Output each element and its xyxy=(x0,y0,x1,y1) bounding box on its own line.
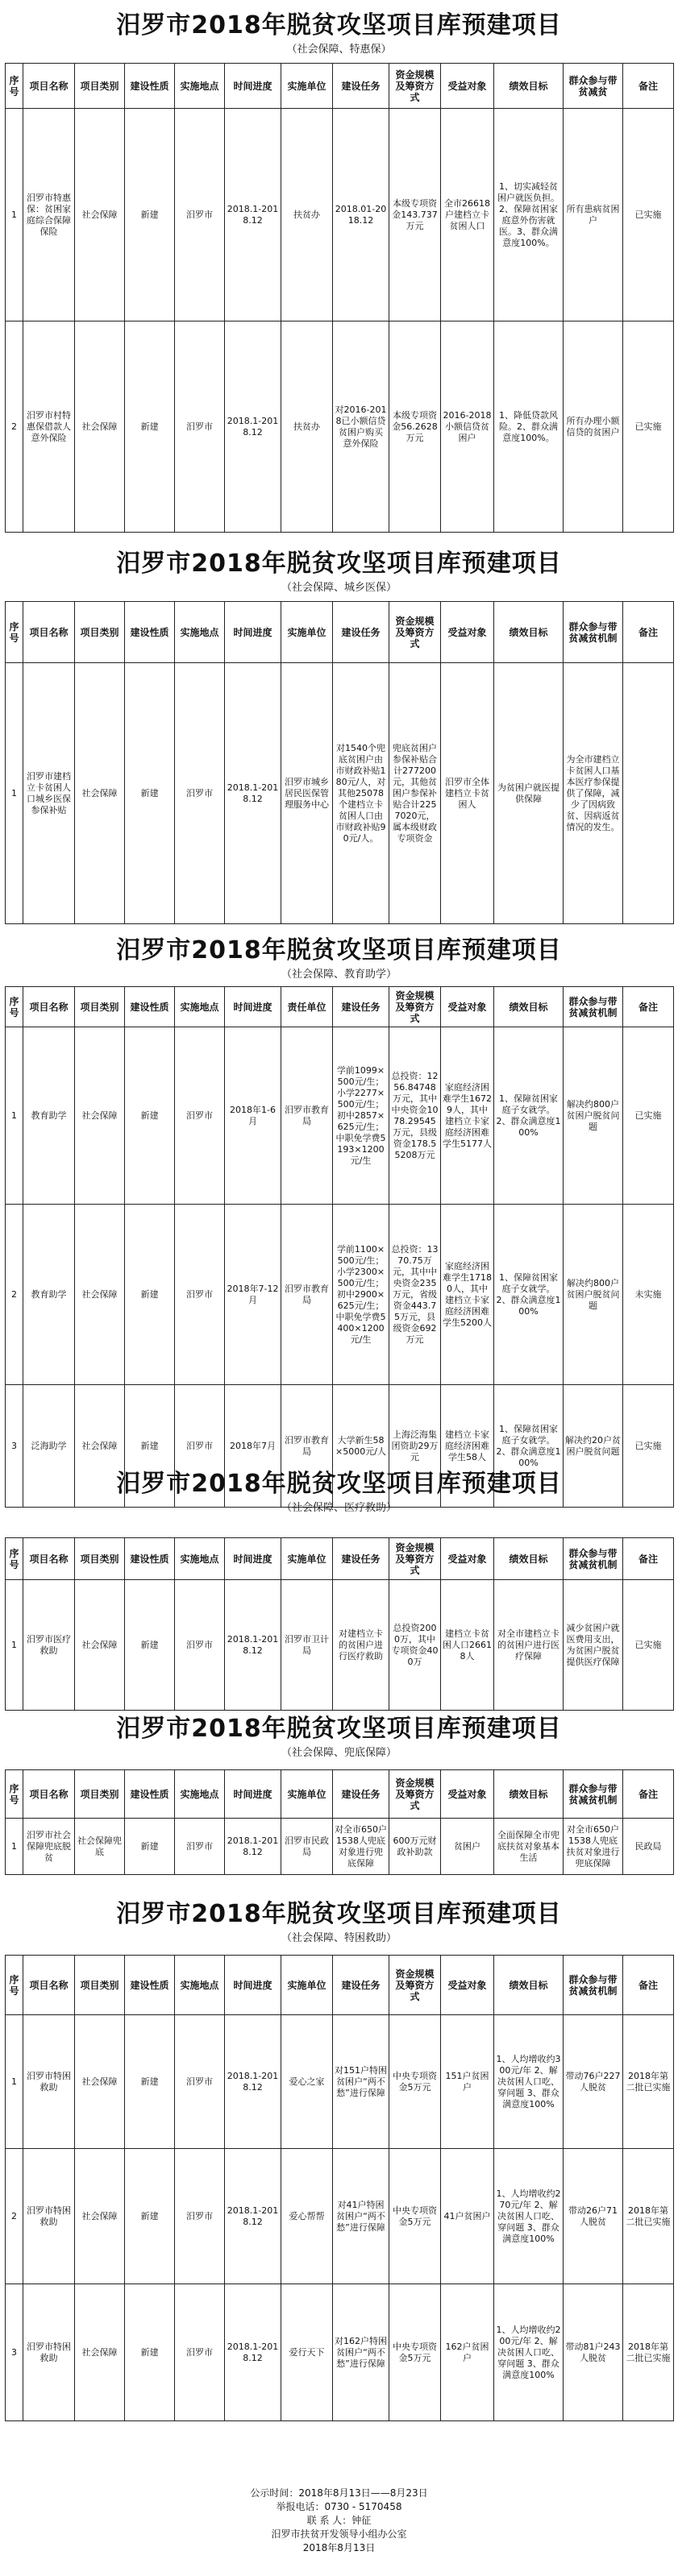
table-cell: 家庭经济困难学生16729人，其中建档立卡家庭经济困难学生5177人 xyxy=(441,1027,494,1205)
header-cell: 绩效目标 xyxy=(494,64,564,109)
section-bottom-line-guarantee xyxy=(0,1713,678,1761)
table-cell: 600万元财政补助款 xyxy=(389,1819,441,1875)
table-cell: 1、保障贫困家庭子女就学。2、群众满意度100% xyxy=(494,1385,564,1508)
table-cell: 本级专项资金56.2628万元 xyxy=(389,321,441,533)
table-cell: 解决约20户贫困户脱贫问题 xyxy=(564,1385,623,1508)
table-cell: 2018年第二批已实施 xyxy=(623,2149,674,2284)
table-cell: 1、保障贫困家庭子女就学。2、群众满意度100% xyxy=(494,1205,564,1385)
table-cell: 新建 xyxy=(125,1385,175,1508)
table-cell: 教育助学 xyxy=(23,1027,75,1205)
table-cell: 为贫困户就医提供保障 xyxy=(494,663,564,924)
section-title: 汨罗市2018年脱贫攻坚项目库预建项目 xyxy=(116,11,562,39)
table-cell: 汨罗市 xyxy=(175,1819,225,1875)
table-cell: 1、人均增收约270元/年 2、解决贫困人口吃、穿问题 3、群众满意度100% xyxy=(494,2149,564,2284)
table-cell: 对151户特困贫困户“两不愁”进行保障 xyxy=(333,2015,389,2149)
header-cell: 建设性质 xyxy=(125,602,175,663)
table-cell: 爱行天下 xyxy=(281,2284,333,2421)
header-cell: 绩效目标 xyxy=(494,1770,564,1819)
table-cell: 2018.1-2018.12 xyxy=(225,1819,281,1875)
table-cell: 2 xyxy=(6,2149,23,2284)
header-cell: 受益对象 xyxy=(441,1770,494,1819)
table-cell: 爱心帮帮 xyxy=(281,2149,333,2284)
table-cell: 汨罗市教育局 xyxy=(281,1385,333,1508)
header-cell: 受益对象 xyxy=(441,987,494,1027)
header-cell: 资金规模及筹资方式 xyxy=(389,64,441,109)
header-cell: 实施地点 xyxy=(175,1956,225,2015)
table-cell: 汨罗市 xyxy=(175,2284,225,2421)
table-cell: 学前1100×500元/生；小学2300×500元/生；初中2900×625元/生；中职免学费5400×1200元/生 xyxy=(333,1205,389,1385)
header-cell: 建设性质 xyxy=(125,64,175,109)
header-cell: 资金规模及筹资方式 xyxy=(389,987,441,1027)
table-cell: 新建 xyxy=(125,109,175,321)
table-cell: 总投资：1256.84748万元，其中中央资金1078.29545万元，县级资金178.55208万元 xyxy=(389,1027,441,1205)
header-cell: 备注 xyxy=(623,1770,674,1819)
header-cell: 实施单位 xyxy=(281,1538,333,1580)
header-cell: 实施单位 xyxy=(281,1770,333,1819)
table-cell: 社会保障 xyxy=(75,1027,125,1205)
table-cell: 兜底贫困户参保补贴合计277200元，其他贫困户参保补贴合计2257020元，属本级财政专项资金 xyxy=(389,663,441,924)
table-cell: 带动76户227人脱贫 xyxy=(564,2015,623,2149)
table-cell: 扶贫办 xyxy=(281,321,333,533)
header-cell: 受益对象 xyxy=(441,64,494,109)
table-cell: 社会保障 xyxy=(75,1385,125,1508)
table-row xyxy=(6,321,674,533)
table-cell: 1 xyxy=(6,109,23,321)
table-header-row xyxy=(6,1538,674,1580)
table-cell: 1、保障贫困家庭子女就学。2、群众满意度100% xyxy=(494,1027,564,1205)
section-medical-aid xyxy=(0,1468,678,1516)
section-subtitle: （社会保障、特惠保） xyxy=(286,44,392,56)
header-cell: 群众参与带贫减贫机制 xyxy=(564,987,623,1027)
table-cell: 社会保障 xyxy=(75,1580,125,1711)
header-cell: 受益对象 xyxy=(441,1956,494,2015)
table-cell xyxy=(623,663,674,924)
table-cell: 社会保障 xyxy=(75,2015,125,2149)
header-cell: 建设性质 xyxy=(125,1538,175,1580)
table-cell: 2018年1-6月 xyxy=(225,1027,281,1205)
table-row xyxy=(6,1205,674,1385)
table-cell: 汨罗市 xyxy=(175,2149,225,2284)
section-subtitle: （社会保障、城乡医保） xyxy=(281,582,397,594)
header-cell: 实施地点 xyxy=(175,64,225,109)
header-cell: 时间进度 xyxy=(225,1956,281,2015)
project-table xyxy=(5,1769,674,1875)
header-cell: 备注 xyxy=(623,64,674,109)
section-title: 汨罗市2018年脱贫攻坚项目库预建项目 xyxy=(116,936,562,964)
publicity-period: 公示时间：2018年8月13日——8月23日 xyxy=(250,2487,428,2499)
header-cell: 项目名称 xyxy=(23,64,75,109)
table-cell: 所有办理小额信贷的贫困户 xyxy=(564,321,623,533)
issue-date: 2018年8月13日 xyxy=(302,2542,376,2553)
table-cell: 社会保障 xyxy=(75,321,125,533)
header-cell: 备注 xyxy=(623,1956,674,2015)
table-cell: 社会保障兜底 xyxy=(75,1819,125,1875)
table-cell: 2018年7月 xyxy=(225,1385,281,1508)
table-cell: 未实施 xyxy=(623,1205,674,1385)
project-table xyxy=(5,986,674,1508)
section-title: 汨罗市2018年脱贫攻坚项目库预建项目 xyxy=(116,550,562,578)
header-cell: 建设任务 xyxy=(333,1956,389,2015)
header-cell: 备注 xyxy=(623,987,674,1027)
header-cell: 建设任务 xyxy=(333,602,389,663)
table-cell: 对建档立卡的贫困户进行医疗救助 xyxy=(333,1580,389,1711)
table-cell: 汨罗市特困救助 xyxy=(23,2015,75,2149)
header-cell: 序号 xyxy=(6,1770,23,1819)
table-cell: 3 xyxy=(6,1385,23,1508)
table-row xyxy=(6,2015,674,2149)
section-subtitle: （社会保障、医疗救助） xyxy=(281,1502,397,1514)
header-cell: 建设性质 xyxy=(125,987,175,1027)
header-cell: 项目名称 xyxy=(23,1538,75,1580)
table-cell: 新建 xyxy=(125,1027,175,1205)
section-title: 汨罗市2018年脱贫攻坚项目库预建项目 xyxy=(116,1470,562,1498)
header-cell: 群众参与带贫减贫机制 xyxy=(564,1538,623,1580)
table-cell: 2018.1-2018.12 xyxy=(225,663,281,924)
table-cell: 总投资：1370.75万元，其中中央资金235万元，省级资金443.75万元，县级资金692万元 xyxy=(389,1205,441,1385)
table-header-row xyxy=(6,64,674,109)
table-cell: 社会保障 xyxy=(75,109,125,321)
table-header-row xyxy=(6,1770,674,1819)
header-cell: 群众参与带贫减贫机制 xyxy=(564,602,623,663)
header-cell: 建设性质 xyxy=(125,1956,175,2015)
header-cell: 项目名称 xyxy=(23,1956,75,2015)
table-cell: 社会保障 xyxy=(75,2284,125,2421)
table-row xyxy=(6,2284,674,2421)
table-cell: 已实施 xyxy=(623,109,674,321)
table-row xyxy=(6,663,674,924)
header-cell: 序号 xyxy=(6,64,23,109)
section-education-aid xyxy=(0,935,678,983)
header-cell: 项目名称 xyxy=(23,602,75,663)
report-phone: 举报电话：0730 - 5170458 xyxy=(276,2501,402,2512)
table-cell: 家庭经济困难学生17180人，其中建档立卡家庭经济困难学生5200人 xyxy=(441,1205,494,1385)
header-cell: 项目类别 xyxy=(75,602,125,663)
table-cell: 汨罗市 xyxy=(175,321,225,533)
table-cell: 汨罗市医疗救助 xyxy=(23,1580,75,1711)
table-cell: 1、切实减轻贫困户就医负担。2、保障贫困家庭意外伤害就医。3、群众满意度100%。 xyxy=(494,109,564,321)
table-row xyxy=(6,109,674,321)
table-cell: 汨罗市 xyxy=(175,109,225,321)
table-cell: 建档立卡家庭经济困难学生58人 xyxy=(441,1385,494,1508)
table-cell: 2018年第二批已实施 xyxy=(623,2015,674,2149)
table-cell: 对全市建档立卡的贫困户进行医疗保障 xyxy=(494,1580,564,1711)
table-cell: 2018.1-2018.12 xyxy=(225,109,281,321)
issuing-office: 汨罗市扶贫开发领导小组办公室 xyxy=(271,2528,407,2540)
table-header-row xyxy=(6,602,674,663)
table-cell: 本级专项资金143.737万元 xyxy=(389,109,441,321)
section-subtitle: （社会保障、兜底保障） xyxy=(281,1747,397,1759)
table-cell: 1 xyxy=(6,663,23,924)
table-cell: 2018.01-2018.12 xyxy=(333,109,389,321)
table-cell: 1 xyxy=(6,2015,23,2149)
table-cell: 社会保障 xyxy=(75,1205,125,1385)
table-cell: 汨罗市全体建档立卡贫困人 xyxy=(441,663,494,924)
table-cell: 1 xyxy=(6,1580,23,1711)
header-cell: 时间进度 xyxy=(225,1538,281,1580)
table-cell: 贫困户 xyxy=(441,1819,494,1875)
table-cell: 41户贫困户 xyxy=(441,2149,494,2284)
project-table xyxy=(5,601,674,924)
table-cell: 新建 xyxy=(125,2015,175,2149)
table-cell: 所有患病贫困户 xyxy=(564,109,623,321)
header-cell: 资金规模及筹资方式 xyxy=(389,602,441,663)
table-cell: 新建 xyxy=(125,2284,175,2421)
table-header-row xyxy=(6,987,674,1027)
table-cell: 3 xyxy=(6,2284,23,2421)
table-cell: 对1540个兜底贫困户由市财政补贴180元/人，对其他25078个建档立卡贫困人口由市财政补贴90元/人。 xyxy=(333,663,389,924)
header-cell: 资金规模及筹资方式 xyxy=(389,1538,441,1580)
header-cell: 实施地点 xyxy=(175,1770,225,1819)
table-cell: 汨罗市 xyxy=(175,2015,225,2149)
table-cell: 汨罗市教育局 xyxy=(281,1027,333,1205)
table-cell: 已实施 xyxy=(623,1385,674,1508)
table-cell: 新建 xyxy=(125,1580,175,1711)
header-cell: 备注 xyxy=(623,602,674,663)
header-cell: 时间进度 xyxy=(225,64,281,109)
table-cell: 162户贫困户 xyxy=(441,2284,494,2421)
header-cell: 项目名称 xyxy=(23,987,75,1027)
section-title: 汨罗市2018年脱贫攻坚项目库预建项目 xyxy=(116,1715,562,1743)
table-cell: 对全市650户1538人兜底扶贫对象进行兜底保障 xyxy=(564,1819,623,1875)
table-cell: 2018.1-2018.12 xyxy=(225,2284,281,2421)
table-cell: 教育助学 xyxy=(23,1205,75,1385)
table-cell: 全市26618户建档立卡贫困人口 xyxy=(441,109,494,321)
table-cell: 1 xyxy=(6,1027,23,1205)
table-cell: 民政局 xyxy=(623,1819,674,1875)
table-cell: 2016-2018小额信贷贫困户 xyxy=(441,321,494,533)
table-cell: 全面保障全市兜底扶贫对象基本生活 xyxy=(494,1819,564,1875)
header-cell: 建设任务 xyxy=(333,1770,389,1819)
table-row xyxy=(6,1027,674,1205)
header-cell: 责任单位 xyxy=(281,987,333,1027)
header-cell: 资金规模及筹资方式 xyxy=(389,1956,441,2015)
header-cell: 建设任务 xyxy=(333,987,389,1027)
header-cell: 时间进度 xyxy=(225,1770,281,1819)
table-cell: 中央专项资金5万元 xyxy=(389,2149,441,2284)
project-table xyxy=(5,63,674,533)
table-cell: 汨罗市 xyxy=(175,663,225,924)
table-cell: 学前1099×500元/生；小学2277×500元/生；初中2857×625元/生；中职免学费5193×1200元/生 xyxy=(333,1027,389,1205)
table-cell: 汨罗市建档立卡贫困人口城乡医保参保补贴 xyxy=(23,663,75,924)
table-header-row xyxy=(6,1956,674,2015)
header-cell: 实施单位 xyxy=(281,1956,333,2015)
header-cell: 项目名称 xyxy=(23,1770,75,1819)
table-row xyxy=(6,1819,674,1875)
table-cell: 2018年第二批已实施 xyxy=(623,2284,674,2421)
section-special-hardship-aid xyxy=(0,1898,678,1947)
header-cell: 备注 xyxy=(623,1538,674,1580)
table-cell: 中央专项资金5万元 xyxy=(389,2015,441,2149)
table-cell: 新建 xyxy=(125,1205,175,1385)
table-cell: 扶贫办 xyxy=(281,109,333,321)
table-cell: 新建 xyxy=(125,1819,175,1875)
table-cell: 新建 xyxy=(125,663,175,924)
header-cell: 建设性质 xyxy=(125,1770,175,1819)
header-cell: 绩效目标 xyxy=(494,1956,564,2015)
header-cell: 实施地点 xyxy=(175,987,225,1027)
table-cell: 2018.1-2018.12 xyxy=(225,1580,281,1711)
table-cell: 减少贫困户就医费用支出，为贫困户脱贫提供医疗保障 xyxy=(564,1580,623,1711)
header-cell: 项目类别 xyxy=(75,1770,125,1819)
table-cell: 上海泛海集团资助29万元 xyxy=(389,1385,441,1508)
table-cell: 中央专项资金5万元 xyxy=(389,2284,441,2421)
header-cell: 项目类别 xyxy=(75,987,125,1027)
project-table xyxy=(5,1955,674,2421)
header-cell: 群众参与带贫减贫机制 xyxy=(564,1770,623,1819)
table-cell: 对41户特困贫困户“两不愁”进行保障 xyxy=(333,2149,389,2284)
table-cell: 总投资2000万，其中专项资金400万 xyxy=(389,1580,441,1711)
table-cell: 新建 xyxy=(125,321,175,533)
table-cell: 汨罗市特惠保：贫困家庭综合保障保险 xyxy=(23,109,75,321)
table-cell: 带动26户71人脱贫 xyxy=(564,2149,623,2284)
header-cell: 绩效目标 xyxy=(494,1538,564,1580)
table-cell: 1、降低贷款风险。2、群众满意度100%。 xyxy=(494,321,564,533)
table-cell: 2 xyxy=(6,1205,23,1385)
header-cell: 序号 xyxy=(6,987,23,1027)
header-cell: 序号 xyxy=(6,1956,23,2015)
table-cell: 社会保障 xyxy=(75,663,125,924)
table-cell: 社会保障 xyxy=(75,2149,125,2284)
table-cell: 汨罗市民政局 xyxy=(281,1819,333,1875)
table-cell: 对全市650户1538人兜底对象进行兜底保障 xyxy=(333,1819,389,1875)
header-cell: 群众参与带贫减贫机制 xyxy=(564,1956,623,2015)
table-cell: 汨罗市社会保障兜底脱贫 xyxy=(23,1819,75,1875)
header-cell: 绩效目标 xyxy=(494,987,564,1027)
notice-footer xyxy=(0,2487,678,2555)
table-cell: 已实施 xyxy=(623,321,674,533)
table-cell: 泛海助学 xyxy=(23,1385,75,1508)
header-cell: 实施地点 xyxy=(175,602,225,663)
table-row xyxy=(6,2149,674,2284)
table-cell: 1、人均增收约200元/年 2、解决贫困人口吃、穿问题 3、群众满意度100% xyxy=(494,2284,564,2421)
header-cell: 项目类别 xyxy=(75,1538,125,1580)
table-cell: 已实施 xyxy=(623,1580,674,1711)
table-cell: 汨罗市卫计局 xyxy=(281,1580,333,1711)
header-cell: 群众参与带贫减贫 xyxy=(564,64,623,109)
header-cell: 项目类别 xyxy=(75,1956,125,2015)
section-medical-insurance xyxy=(0,548,678,596)
table-cell: 对2016-2018已小额信贷贫困户购买意外保险 xyxy=(333,321,389,533)
table-cell: 2018.1-2018.12 xyxy=(225,321,281,533)
table-cell: 汨罗市 xyxy=(175,1205,225,1385)
table-cell: 解决约800户贫困户脱贫问题 xyxy=(564,1027,623,1205)
contact-person: 联 系 人：钟征 xyxy=(306,2515,372,2526)
header-cell: 建设任务 xyxy=(333,64,389,109)
table-cell: 1 xyxy=(6,1819,23,1875)
header-cell: 实施单位 xyxy=(281,602,333,663)
header-cell: 建设任务 xyxy=(333,1538,389,1580)
table-cell: 爱心之家 xyxy=(281,2015,333,2149)
table-cell: 2018.1-2018.12 xyxy=(225,2015,281,2149)
table-cell: 已实施 xyxy=(623,1027,674,1205)
header-cell: 项目类别 xyxy=(75,64,125,109)
header-cell: 序号 xyxy=(6,602,23,663)
header-cell: 时间进度 xyxy=(225,602,281,663)
table-cell: 汨罗市 xyxy=(175,1027,225,1205)
header-cell: 实施地点 xyxy=(175,1538,225,1580)
section-subtitle: （社会保障、教育助学） xyxy=(281,969,397,981)
table-cell: 解决约800户贫困户脱贫问题 xyxy=(564,1205,623,1385)
table-cell: 汨罗市村特惠保借款人意外保险 xyxy=(23,321,75,533)
table-cell: 为全市建档立卡贫困人口基本医疗参保提供了保障，减少了因病致贫、因病返贫情况的发生。 xyxy=(564,663,623,924)
header-cell: 资金规模及筹资方式 xyxy=(389,1770,441,1819)
table-cell: 汨罗市特困救助 xyxy=(23,2149,75,2284)
table-cell: 汨罗市城乡居民医保管理服务中心 xyxy=(281,663,333,924)
table-cell: 151户贫困户 xyxy=(441,2015,494,2149)
table-row xyxy=(6,1580,674,1711)
header-cell: 受益对象 xyxy=(441,1538,494,1580)
table-cell: 新建 xyxy=(125,2149,175,2284)
table-cell: 对162户特困贫困户“两不愁”进行保障 xyxy=(333,2284,389,2421)
header-cell: 实施单位 xyxy=(281,64,333,109)
table-cell: 带动81户243人脱贫 xyxy=(564,2284,623,2421)
table-cell: 2018.1-2018.12 xyxy=(225,2149,281,2284)
header-cell: 时间进度 xyxy=(225,987,281,1027)
table-cell: 1、人均增收约300元/年 2、解决贫困人口吃、穿问题 3、群众满意度100% xyxy=(494,2015,564,2149)
header-cell: 绩效目标 xyxy=(494,602,564,663)
table-cell: 2 xyxy=(6,321,23,533)
table-cell: 汨罗市 xyxy=(175,1385,225,1508)
table-cell: 汨罗市 xyxy=(175,1580,225,1711)
table-cell: 大学新生58×5000元/人 xyxy=(333,1385,389,1508)
table-cell: 汨罗市特困救助 xyxy=(23,2284,75,2421)
section-special-insurance xyxy=(0,10,678,58)
table-cell: 2018年7-12月 xyxy=(225,1205,281,1385)
header-cell: 受益对象 xyxy=(441,602,494,663)
section-title: 汨罗市2018年脱贫攻坚项目库预建项目 xyxy=(116,1900,562,1928)
table-cell: 建档立卡贫困人口26618人 xyxy=(441,1580,494,1711)
table-cell: 汨罗市教育局 xyxy=(281,1205,333,1385)
header-cell: 序号 xyxy=(6,1538,23,1580)
project-table xyxy=(5,1537,674,1711)
section-subtitle: （社会保障、特困救助） xyxy=(281,1932,397,1944)
